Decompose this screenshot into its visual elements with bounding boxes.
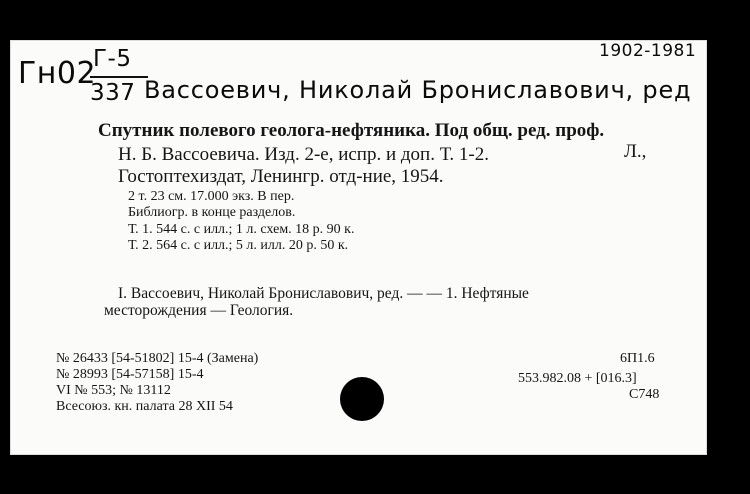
number-line-4: Всесоюз. кн. палата 28 XII 54 bbox=[56, 399, 233, 414]
title-line-1: Спутник полевого геолога-нефтяника. Под общ. ред. проф. bbox=[98, 120, 605, 141]
number-line-3: VI № 553; № 13112 bbox=[56, 383, 171, 398]
classification-1: 6П1.6 bbox=[620, 351, 655, 366]
title-line-2: Н. Б. Вассоевича. Изд. 2-е, испр. и доп. Т. 1-2. bbox=[118, 144, 490, 165]
call-number-top: Г-5 bbox=[93, 46, 132, 72]
call-number-bottom: 337 bbox=[90, 80, 136, 106]
call-prefix: Гн02 bbox=[18, 56, 97, 91]
title-line-3: Гостоптехиздат, Ленингр. отд-ние, 1954. bbox=[118, 166, 444, 187]
heading-author: Вассоевич, Николай Брониславович, ред bbox=[144, 76, 692, 104]
tracing-line-2: месторождения — Геология. bbox=[104, 302, 294, 319]
tracing-line-1: I. Вассоевич, Николай Брониславович, ред. — — 1. Нефтяные bbox=[118, 285, 529, 302]
title-line-2-place: Л., bbox=[624, 141, 647, 162]
number-line-1: № 26433 [54-51802] 15-4 (Замена) bbox=[56, 351, 259, 366]
date-range: 1902-1981 bbox=[599, 41, 697, 61]
call-number-divider bbox=[90, 76, 148, 78]
description-line-2: Библиогр. в конце разделов. bbox=[128, 205, 296, 220]
description-line-3: Т. 1. 544 с. с илл.; 1 л. схем. 18 р. 90 к. bbox=[128, 222, 355, 237]
classification-3: С748 bbox=[629, 387, 660, 402]
classification-2: 553.982.08 + [016.3] bbox=[518, 371, 637, 386]
punch-hole bbox=[340, 377, 384, 421]
description-line-4: Т. 2. 564 с. с илл.; 5 л. илл. 20 р. 50 к. bbox=[128, 238, 349, 253]
catalog-card bbox=[10, 40, 707, 455]
number-line-2: № 28993 [54-57158] 15-4 bbox=[56, 367, 204, 382]
description-line-1: 2 т. 23 см. 17.000 экз. В пер. bbox=[128, 189, 295, 204]
